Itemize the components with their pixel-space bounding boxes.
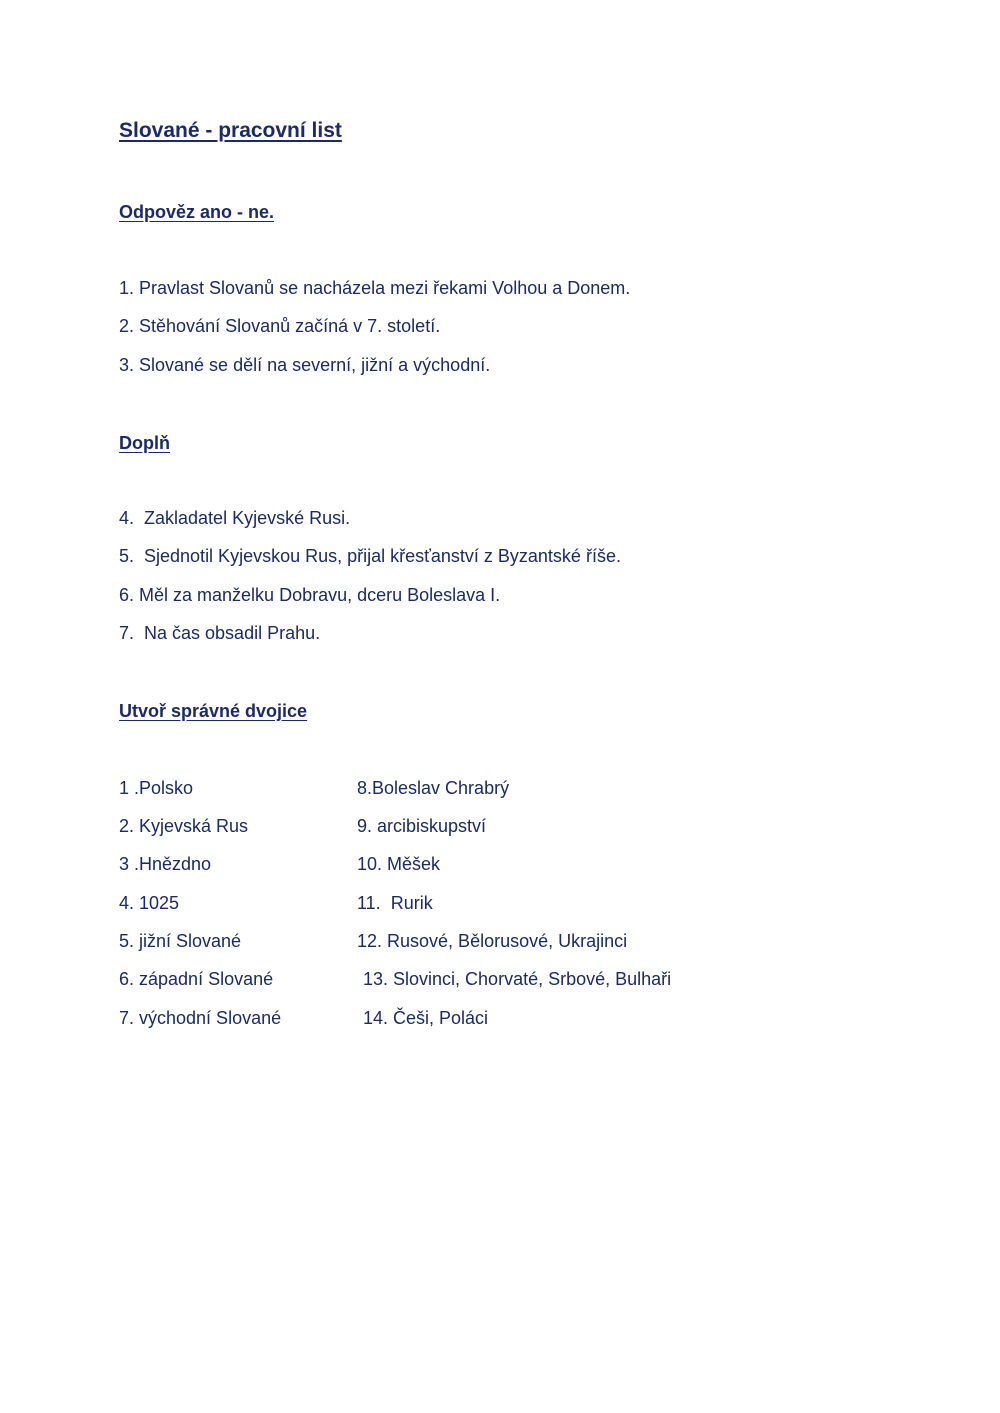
pair-right-12: 12. Rusové, Bělorusové, Ukrajinci: [357, 931, 628, 951]
pair-right-8: 8.Boleslav Chrabrý: [357, 778, 510, 798]
pair-left-6: 6. západní Slované: [119, 969, 274, 989]
pair-right-10: 10. Měšek: [357, 854, 441, 874]
pair-left-7: 7. východní Slované: [119, 1008, 282, 1028]
question-2: 2. Stěhování Slovanů začíná v 7. století.: [119, 316, 441, 336]
pair-right-13: 13. Slovinci, Chorvaté, Srbové, Bulhaři: [363, 969, 672, 989]
pair-left-5: 5. jižní Slované: [119, 931, 242, 951]
question-5: 5. Sjednotil Kyjevskou Rus, přijal křesťanství z Byzantské říše.: [119, 546, 621, 566]
section-heading-yes-no: Odpověz ano - ne.: [119, 202, 275, 222]
pair-right-9: 9. arcibiskupství: [357, 816, 487, 836]
pair-right-11: 11. Rurik: [357, 893, 433, 913]
question-4: 4. Zakladatel Kyjevské Rusi.: [119, 508, 351, 528]
pair-left-1: 1 .Polsko: [119, 778, 194, 798]
pair-right-14: 14. Češi, Poláci: [363, 1008, 489, 1028]
section-heading-fill-in: Doplň: [119, 433, 170, 453]
page-title: Slované - pracovní list: [119, 119, 342, 142]
pair-left-4: 4. 1025: [119, 893, 180, 913]
question-1: 1. Pravlast Slovanů se nacházela mezi řekami Volhou a Donem.: [119, 278, 631, 298]
section-heading-pairs: Utvoř správné dvojice: [119, 701, 308, 721]
question-6: 6. Měl za manželku Dobravu, dceru Boleslava I.: [119, 585, 501, 605]
pair-left-3: 3 .Hnězdno: [119, 854, 212, 874]
pair-left-2: 2. Kyjevská Rus: [119, 816, 249, 836]
question-3: 3. Slované se dělí na severní, jižní a východní.: [119, 355, 491, 375]
question-7: 7. Na čas obsadil Prahu.: [119, 623, 321, 643]
